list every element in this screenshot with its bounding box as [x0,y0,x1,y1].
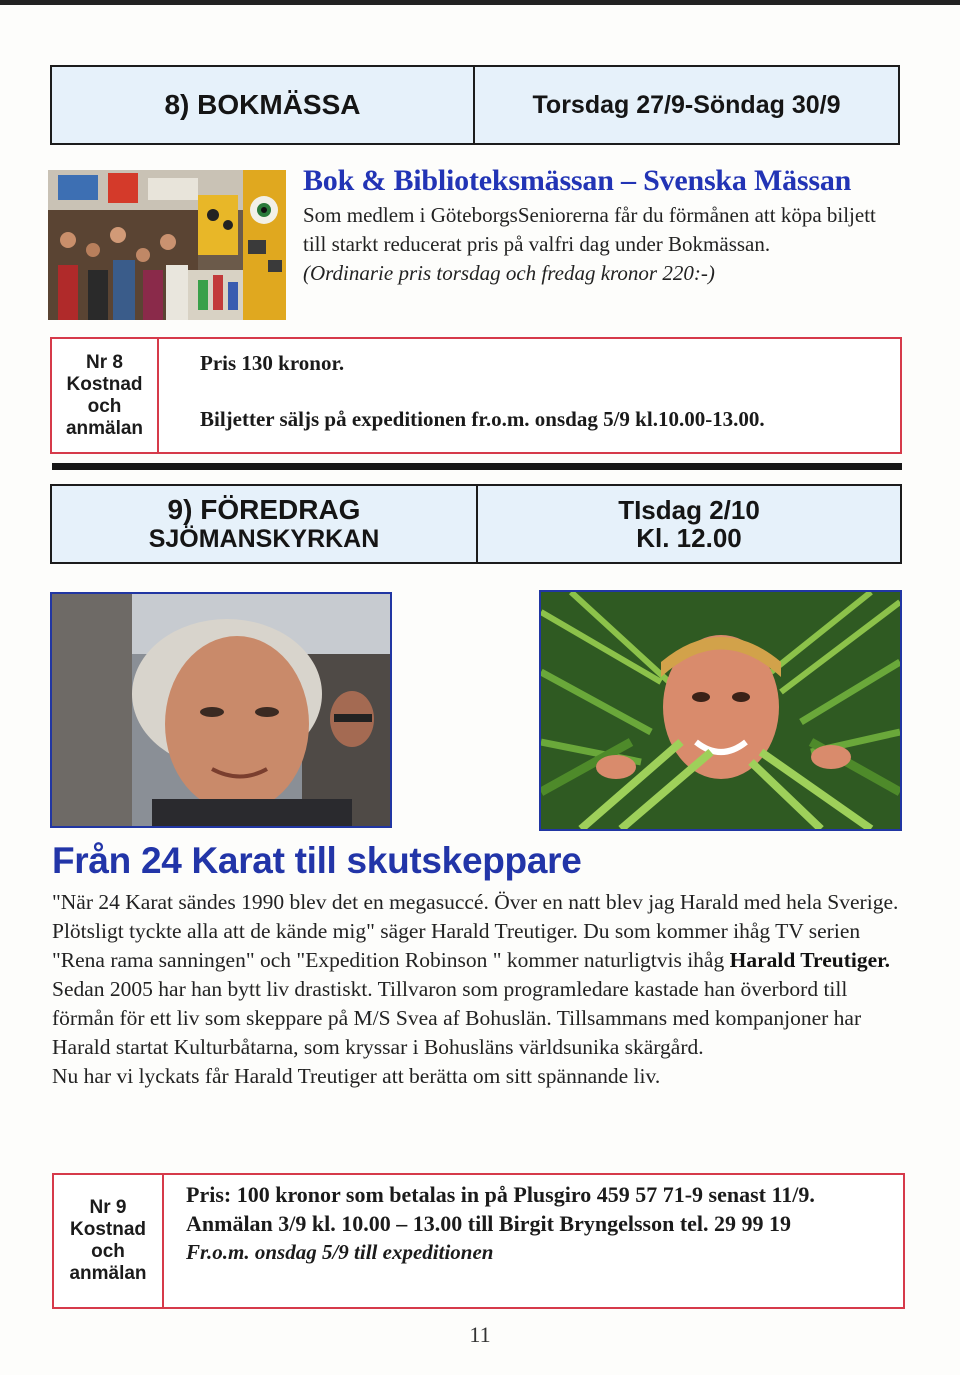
lecture-headline: Från 24 Karat till skutskeppare [52,840,582,881]
paragraph-1 [52,888,900,975]
ordinary-price-note: (Ordinarie pris torsdag och fredag kronor 220:-) [303,261,715,285]
label-line: Nr 9 [89,1197,127,1218]
section-8-header [50,65,900,145]
paragraph-2: Sedan 2005 har han bytt liv drastiskt. Tillvaron som programledare kastade han överbord till förmån för ett liv som skeppare på M/S Svea af Bohuslän. Tillsammans med kompanjoner har Harald startat Kulturbåtarna, som kryssar i Bohusläns världsunika skärgård. [52,977,862,1059]
paragraph-3: Nu har vi lyckats får Harald Treutiger att berätta om sitt spännande liv. [52,1064,661,1088]
registration-note-9: Fr.o.m. onsdag 5/9 till expeditionen [186,1240,494,1264]
book-fair-photo [48,170,286,320]
section-9-header [50,484,902,564]
info-text-9 [186,1180,898,1267]
section-9-datetime-cell [476,486,900,562]
cost-label-9 [54,1175,164,1307]
event-description [303,201,903,288]
paragraph-1-text: "När 24 Karat sändes 1990 blev det en megasuccé. Över en natt blev jag Harald med hela Sverige. Plötsligt tyckte alla att de kände mig" säger Harald Treutiger. Du som kommer ihåg TV serien "Rena rama sanningen" och "Expedition Robinson " kommer naturligtvis ihåg [52,890,899,972]
section-9-title: 9) FÖREDRAG [167,494,361,526]
section-8-date: Torsdag 27/9-Söndag 30/9 [473,67,898,143]
harald-jungle-photo [539,590,902,831]
cost-label-8 [52,339,159,452]
ticket-info-8: Biljetter säljs på expeditionen fr.o.m. onsdag 5/9 kl.10.00-13.00. [200,407,765,431]
registration-text-9: Anmälan 3/9 kl. 10.00 – 13.00 till Birgit Bryngelsson tel. 29 99 19 [186,1211,792,1236]
page-number: 11 [469,1322,491,1347]
label-line: och [91,1241,125,1262]
section-9-title-cell [52,486,476,562]
price-text-8: Pris 130 kronor. [200,351,345,375]
harald-portrait-photo [50,592,392,828]
section-8-title: 8) BOKMÄSSA [164,88,361,120]
lecture-description [52,888,900,1091]
label-line: anmälan [65,417,144,439]
top-border [0,0,960,5]
event-title: Bok & Biblioteksmässan – Svenska Mässan [303,164,852,197]
section-9-date: TIsdag 2/10 [618,494,760,525]
label-line: anmälan [69,1263,147,1284]
label-line: Kostnad [70,1219,146,1240]
description-text: Som medlem i GöteborgsSeniorerna får du förmånen att köpa biljett till starkt reducerat pris på valfri dag under Bokmässan. [303,203,876,256]
label-line: Nr 8 [86,351,123,373]
label-line: och [87,395,122,417]
label-line: Kostnad [66,373,143,395]
speaker-name: Harald Treutiger. [729,948,891,972]
cost-registration-box-9 [52,1173,905,1309]
section-9-time: Kl. 12.00 [636,523,742,553]
section-divider [52,463,902,470]
cost-registration-box-8 [50,337,902,454]
price-text-9: Pris: 100 kronor som betalas in på Plusgiro 459 57 71-9 senast 11/9. [186,1182,815,1207]
section-9-venue: SJÖMANSKYRKAN [148,524,380,553]
